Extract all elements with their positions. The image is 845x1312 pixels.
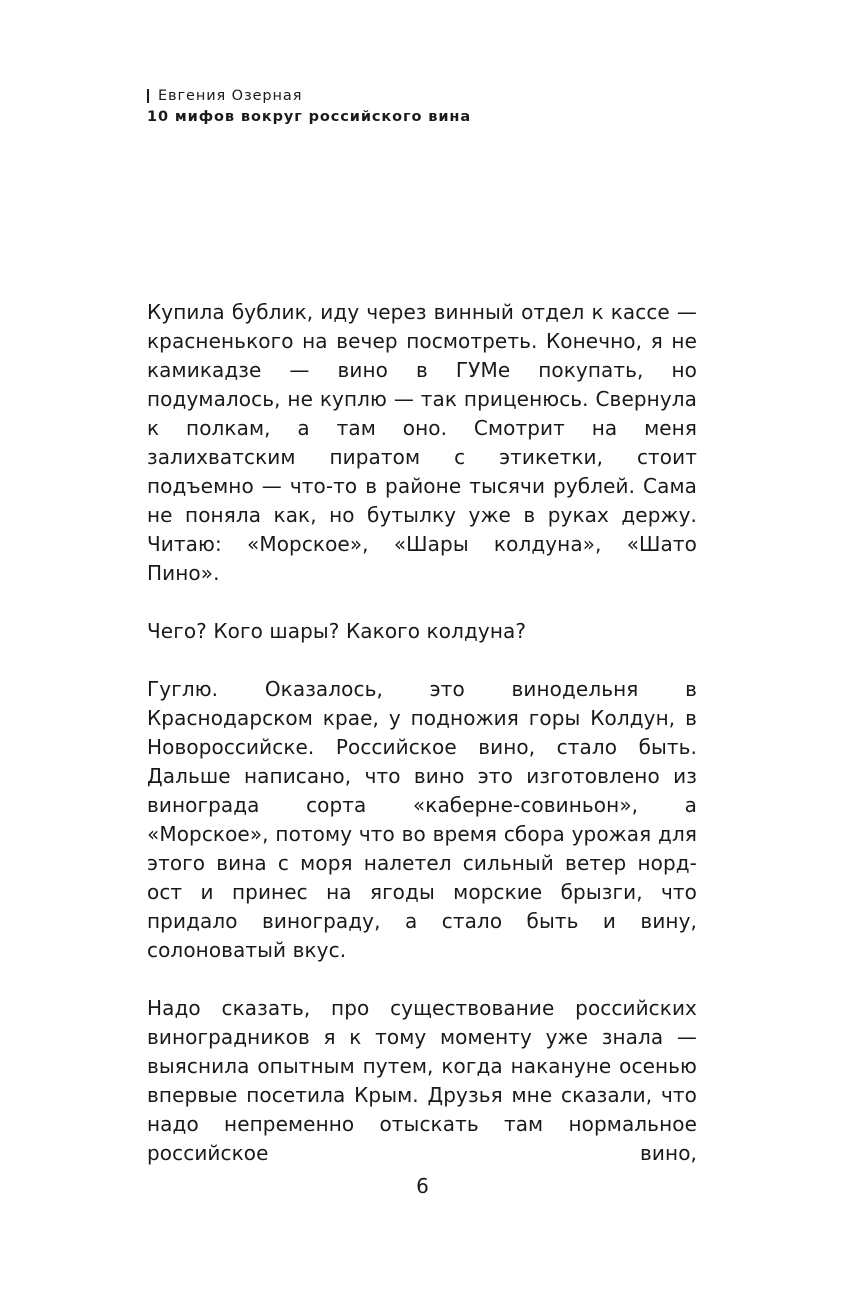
paragraph-1: Купила бублик, иду через винный отдел к кассе — красненького на вечер посмотреть. Конечно, я не камикадзе — вино в ГУМе покупать, но подумалось, не куплю — так приценюсь. Свернула к полкам, а там оно. Смотрит на меня залихватским пиратом с этикетки, стоит подъемно — что-то в районе тысячи рублей. Сама не поняла как, но бутылку уже в руках держу. Читаю: «Морское», «Шары колдуна», «Шато Пино». — [147, 300, 697, 585]
author-line — [147, 86, 707, 106]
running-head — [147, 86, 707, 127]
book-title: 10 мифов вокруг российского вина — [147, 109, 472, 125]
paragraph-3: Гуглю. Оказалось, это винодельня в Краснодарском крае, у подножия горы Колдун, в Новороссийске. Российское вино, стало быть. Дальше написано, что вино это изготовлено из винограда сорта «каберне-совиньон», а «Морское», потому что во время сбора урожая для этого вина с моря налетел сильный ветер норд-ост и принес на ягоды морские брызги, что придало винограду, а стало быть и вину, солоноватый вкус. — [147, 677, 697, 962]
page-number: 6 — [416, 1174, 429, 1198]
paragraph-4: Надо сказать, про существование российских виноградников я к тому моменту уже знала — выяснила опытным путем, когда накануне осенью впервые посетила Крым. Друзья мне сказали, что надо непременно отыскать там нормальное российское вино, — [147, 996, 697, 1165]
header-bar-mark — [147, 89, 149, 103]
body-text — [147, 298, 697, 1168]
author-name: Евгения Озерная — [158, 88, 303, 104]
paragraph-2: Чего? Кого шары? Какого колдуна? — [147, 619, 527, 643]
